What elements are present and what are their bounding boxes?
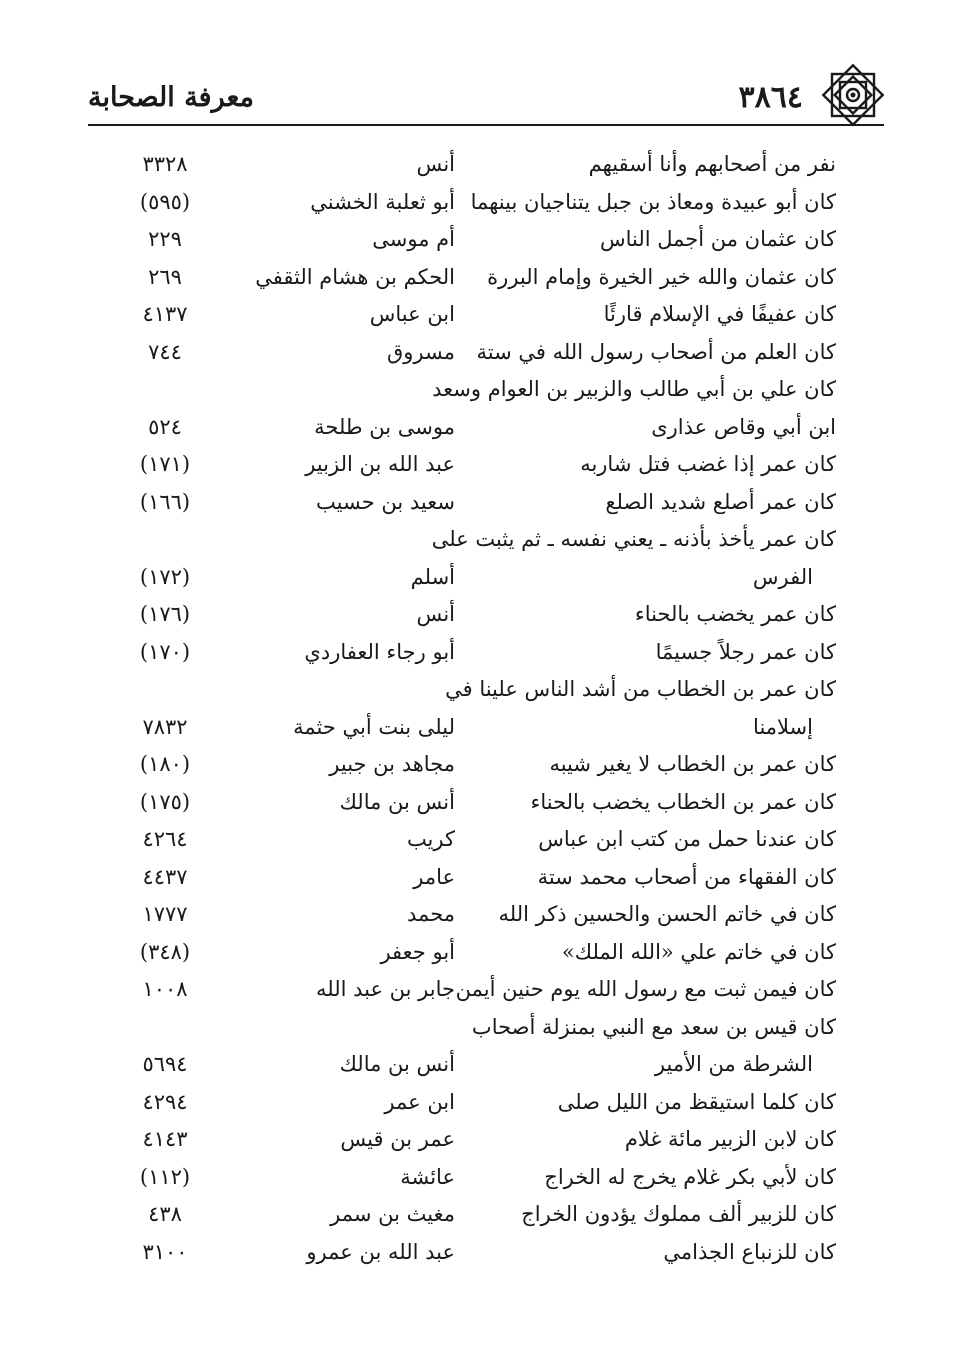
entry-text: كان لابن الزبير مائة غلام [624,1127,836,1151]
index-row [0,600,963,638]
narrator-name: ليلى بنت أبي حثمة [293,714,455,739]
page-header [88,78,815,122]
entry-number: (١٧٥) [139,789,191,814]
index-row [0,975,963,1013]
entry-text: كان عثمان والله خير الخيرة وإمام البررة [487,264,836,289]
entry-number: (١١٢) [139,1164,191,1189]
entry-number: (١٧٦) [139,602,191,626]
index-row [0,750,963,788]
entry-number: (٥٩٥) [139,189,191,214]
entry-number: ٣١٠٠ [142,1239,188,1264]
entry-text: كان أبو عبيدة ومعاذ بن جبل يتناجيان بينهما [470,189,836,214]
entry-text: كان عمر أصلع شديد الصلع [605,489,836,514]
index-row [0,150,963,188]
entry-text: كان عفيفًا في الإسلام قارئًا [603,302,836,326]
narrator-name: عبد الله بن الزبير [305,452,455,476]
narrator-name: الحكم بن هشام الثقفي [255,264,455,289]
entry-number: ١٠٠٨ [142,977,188,1001]
entry-text: كان العلم من أصحاب رسول الله في ستة [476,339,836,364]
index-row [0,675,963,713]
index-row [0,188,963,226]
index-row [0,900,963,938]
index-row [0,1238,963,1276]
index-row [0,638,963,676]
entry-number: (١٧١) [139,452,191,476]
entry-number: (١٦٦) [139,489,191,514]
narrator-name: ابن عمر [384,1089,455,1114]
entry-text: كان لأبي بكر غلام يخرج له الخراج [544,1164,836,1189]
narrator-name: سعيد بن حسيب [316,489,455,514]
entry-text: كان للزبير ألف مملوك يؤدون الخراج [521,1202,836,1226]
star-ornament-icon [818,60,888,130]
index-row [0,1088,963,1126]
entry-text: كان عمر يأخذ بأذنه ـ يعني نفسه ـ ثم يثبت على [431,527,836,551]
narrator-name: عائشة [400,1164,455,1189]
narrator-name: أنس بن مالك [339,789,455,814]
index-list [0,150,963,1275]
narrator-name: ابن عباس [369,302,455,326]
entry-number: ٤٢٦٤ [142,827,188,851]
entry-number: (١٨٠) [139,752,191,776]
index-row [0,563,963,601]
index-row [0,525,963,563]
entry-number: ٧٤٤ [148,339,182,364]
narrator-name: أنس [416,152,455,176]
entry-text: كان عمر رجلاً جسيمًا [655,639,836,664]
entry-number: (٣٤٨) [139,939,191,964]
entry-number: ٥٦٩٤ [142,1052,188,1076]
header-rule [88,124,884,126]
narrator-name: أم موسى [372,227,455,251]
entry-text: كان عمر بن الخطاب لا يغير شيبه [549,752,836,776]
index-row [0,450,963,488]
index-row [0,1200,963,1238]
narrator-name: أنس [416,602,455,626]
index-row [0,1125,963,1163]
entry-number: ٣٣٢٨ [142,152,188,176]
entry-text: كان عثمان من أجمل الناس [599,227,836,251]
narrator-name: عامر [413,864,455,889]
entry-text: كان عمر بن الخطاب من أشد الناس علينا في [445,677,836,701]
entry-text: كان في خاتم علي «الله الملك» [561,939,836,964]
narrator-name: أسلم [410,564,455,589]
entry-number: ٥٢٤ [148,414,182,439]
entry-text: الفرس [752,564,813,589]
entry-text: كان فيمن ثبت مع رسول الله يوم حنين أيمن [455,977,836,1001]
entry-number: (١٧٢) [139,564,191,589]
entry-number: ٢٢٩ [148,227,182,251]
entry-number: ٤٣٨ [148,1202,182,1226]
narrator-name: أنس بن مالك [339,1052,455,1076]
narrator-name: مغيث بن سمر [330,1202,455,1226]
index-row [0,825,963,863]
narrator-name: جابر بن عبد الله [315,977,455,1001]
page-number: ٣٨٦٤ [738,80,803,115]
entry-text: كان عمر يخضب بالحناء [634,602,836,626]
entry-text: الشرطة من الأمير [654,1052,813,1076]
narrator-name: أبو جعفر [380,939,455,964]
entry-text: كان عمر إذا غضب فتل شاربه [580,452,836,476]
entry-text: كان في خاتم الحسن والحسين ذكر الله [498,902,836,926]
book-title: معرفة الصحابة [88,82,254,113]
entry-number: ٤٢٩٤ [142,1089,188,1114]
index-row [0,263,963,301]
narrator-name: أبو ثعلبة الخشني [310,189,455,214]
index-row [0,338,963,376]
index-row [0,713,963,751]
narrator-name: موسى بن طلحة [314,414,455,439]
entry-text: كان علي بن أبي طالب والزبير بن العوام وسعد [432,377,836,401]
entry-number: ٤٤٣٧ [142,864,188,889]
index-row [0,938,963,976]
entry-text: ابن أبي وقاص عذارى [651,414,836,439]
narrator-name: عبد الله بن عمرو [306,1239,455,1264]
index-row [0,225,963,263]
index-row [0,300,963,338]
narrator-name: عمر بن قيس [340,1127,455,1151]
entry-number: ٤١٤٣ [142,1127,188,1151]
index-row [0,863,963,901]
index-row [0,1050,963,1088]
index-row [0,375,963,413]
entry-text: كان عندنا حمل من كتب ابن عباس [538,827,836,851]
narrator-name: أبو رجاء العفاردي [304,639,455,664]
entry-number: (١٧٠) [139,639,191,664]
narrator-name: مسروق [386,339,455,364]
index-row [0,788,963,826]
entry-text: كان كلما استيقظ من الليل صلى [557,1089,836,1114]
index-row [0,413,963,451]
entry-text: نفر من أصحابهم وأنا أسقيهم [588,152,836,176]
entry-number: ٧٨٣٢ [142,714,188,739]
narrator-name: مجاهد بن جبير [329,752,455,776]
index-row [0,488,963,526]
entry-text: كان الفقهاء من أصحاب محمد ستة [537,864,836,889]
entry-text: إسلامنا [753,714,813,739]
entry-text: كان للزنباع الجذامي [663,1239,836,1264]
narrator-name: محمد [407,902,455,926]
entry-number: ١٧٧٧ [142,902,188,926]
index-row [0,1013,963,1051]
entry-number: ٢٦٩ [148,264,182,289]
entry-text: كان قيس بن سعد مع النبي بمنزلة أصحاب [471,1014,836,1039]
entry-text: كان عمر بن الخطاب يخضب بالحناء [530,789,836,814]
narrator-name: كريب [406,827,455,851]
index-row [0,1163,963,1201]
entry-number: ٤١٣٧ [142,302,188,326]
